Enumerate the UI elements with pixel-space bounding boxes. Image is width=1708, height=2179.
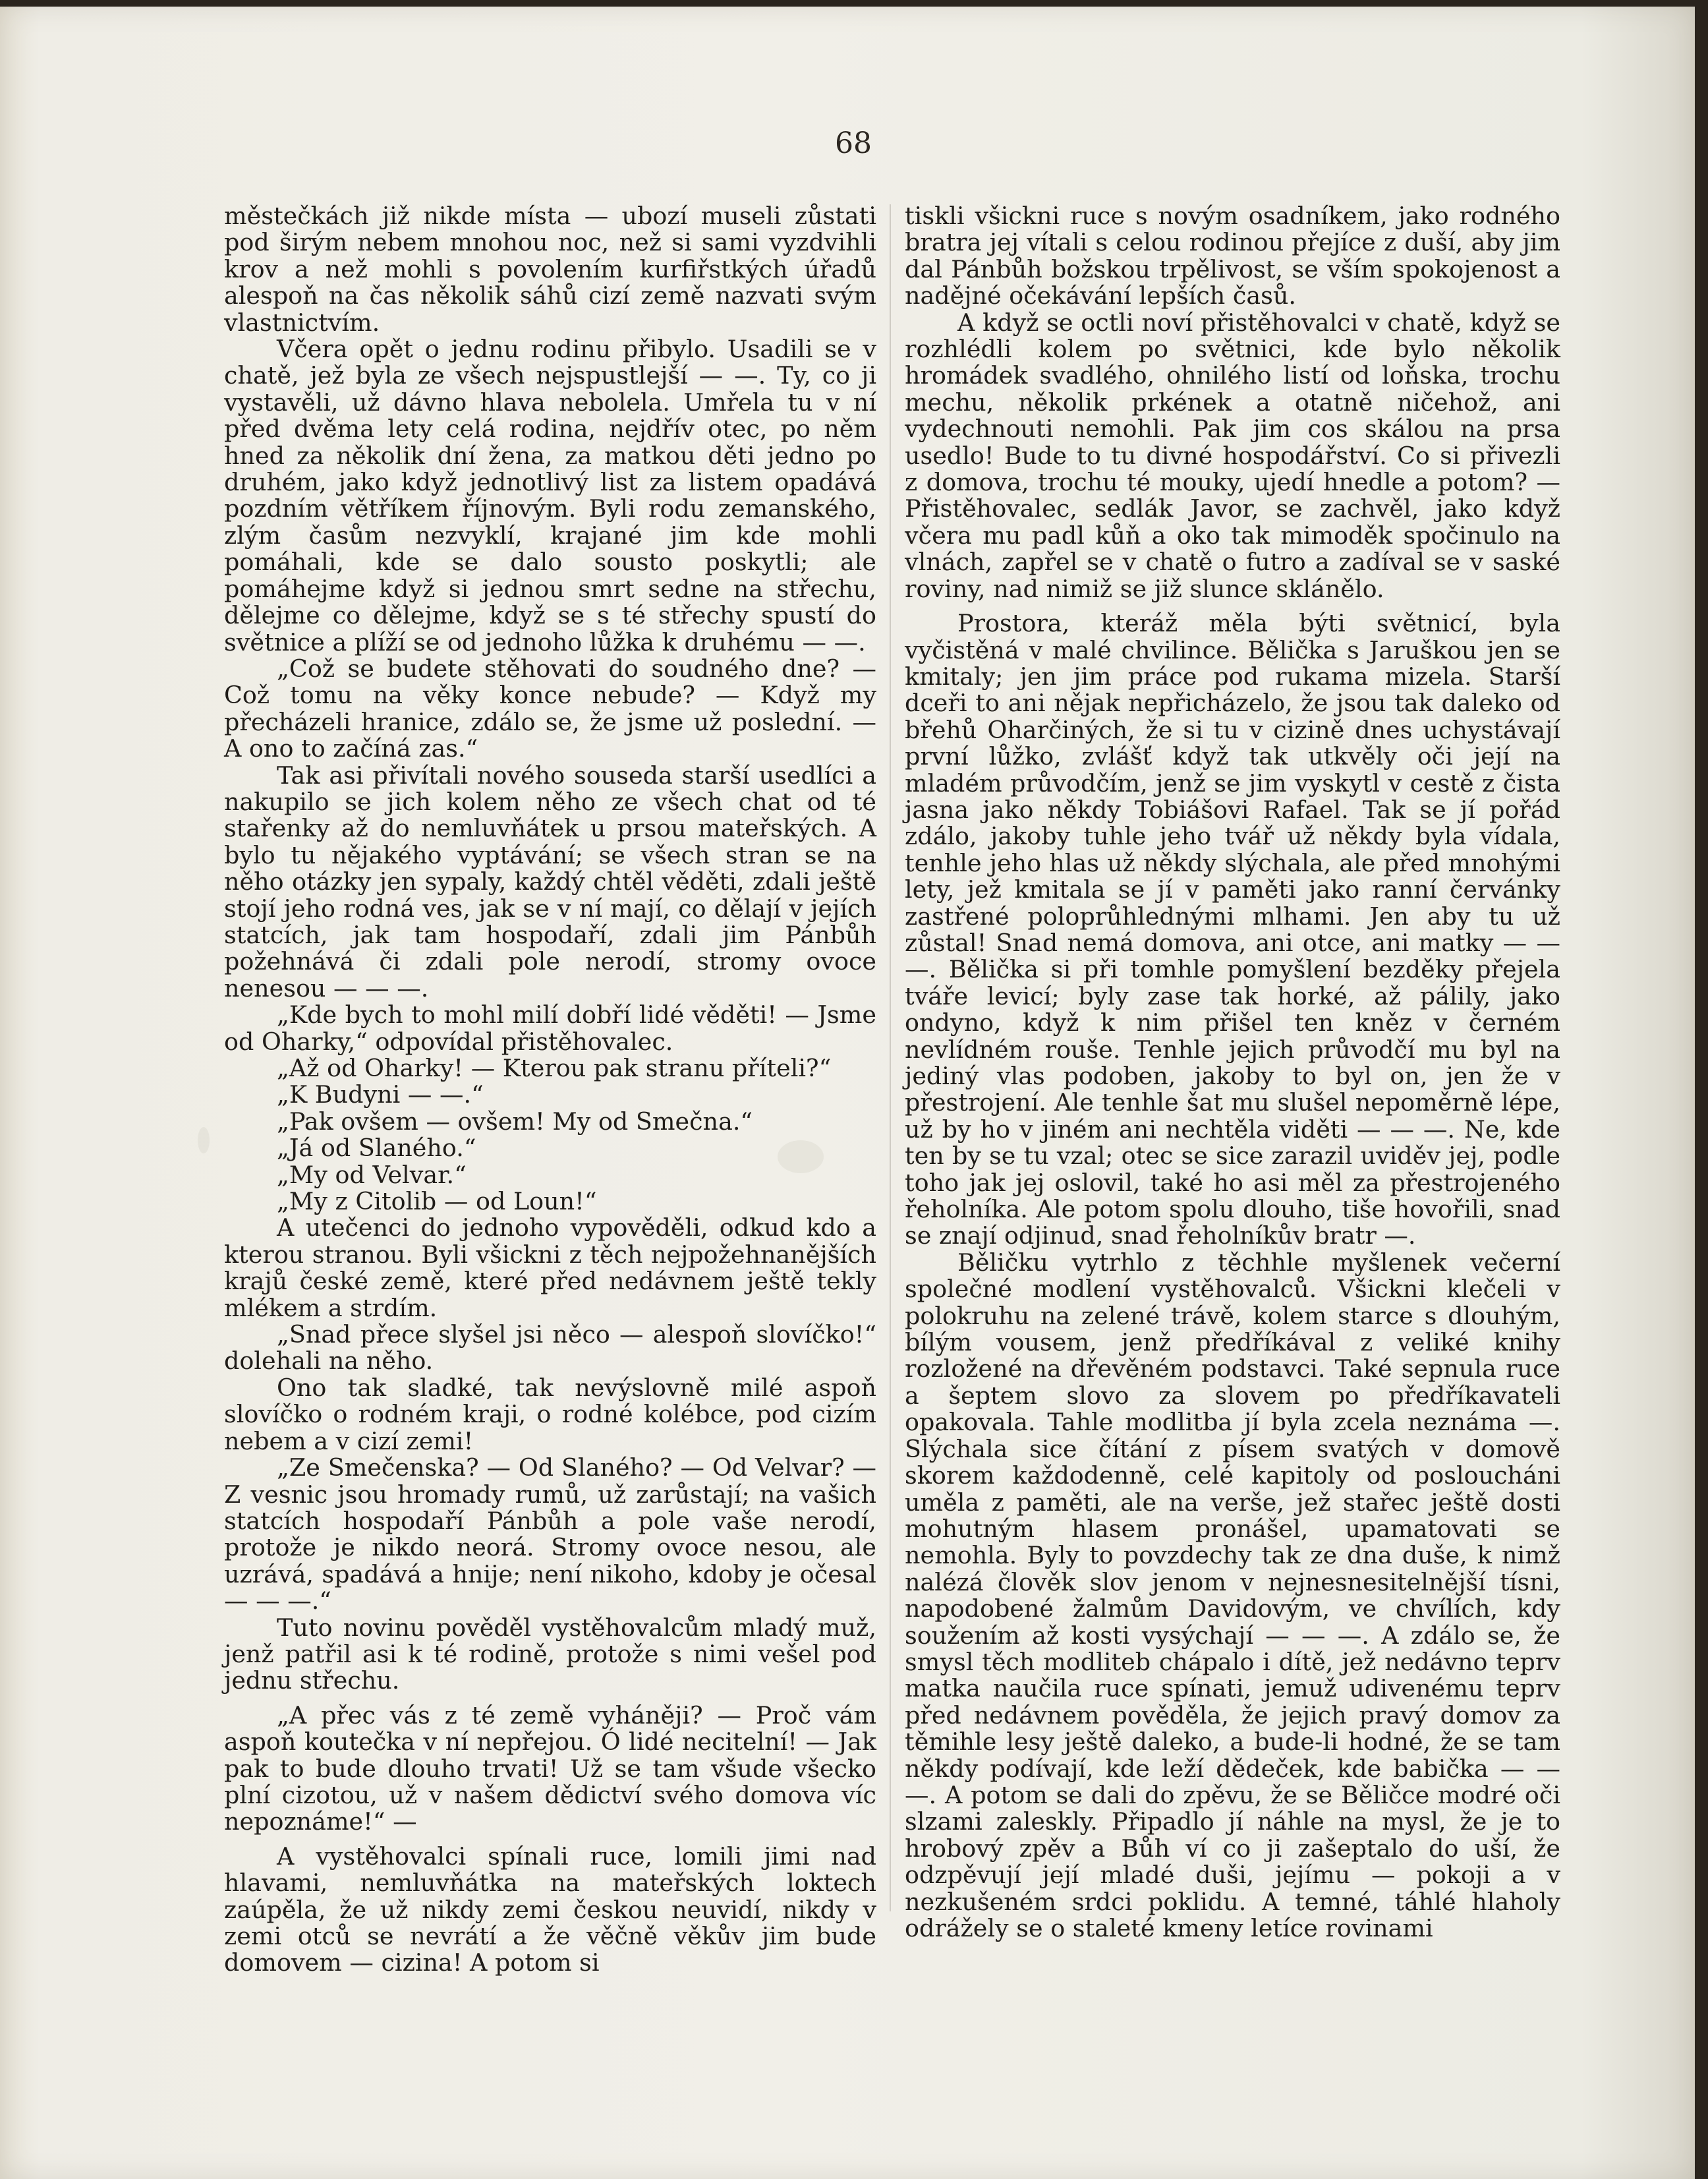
paragraph: tiskli všickni ruce s novým osadníkem, jako rodného bratra jej vítali s celou rodinou přejíce z duší, aby jim dal Pánbůh božskou trpělivost, se vším spokojenost a nadějné očekávání lepších časů. bbox=[905, 202, 1560, 310]
paragraph: Běličku vytrhlo z těchhle myšlenek večerní společné modlení vystěhovalců. Všickni klečeli v polokruhu na zelené trávě, kolem starce s dlouhým, bílým vousem, jenž předříkával z veliké knihy rozložené na dřevěném podstavci. Také sepnula ruce a šeptem slovo za slovem po předříkavateli opakovala. Tahle modlitba jí byla zcela neznáma —. Slýchala sice čítání z písem svatých v domově skorem každodenně, celé kapitoly od posloucháni uměla z paměti, ale na verše, jež stařec ještě dosti mohutným hlasem pronášel, upamatovati se nemohla. Byly to povzdechy tak ze dna duše, k nimž nalézá člověk slov jenom v nejnesnesitelnější tísni, napodobené žalmům Davidovým, ve chvílích, kdy soužením až kosti vysýchají — — —. A zdálo se, že smysl těch modliteb chápalo i dítě, jež nedávno teprv matka naučila ruce spínati, jemuž udivenému teprv před nedávnem pověděla, že jejich pravý domov za těmihle lesy ještě daleko, a bude-li hodné, že se tam někdy podívají, kde leží dědeček, kde babička — — —. A potom se dali do zpěvu, že se Běličce modré oči slzami zaleskly. Připadlo jí náhle na mysl, že je to hrobový zpěv a Bůh ví co ji zašeptalo do uší, že odzpěvují její mladé duši, jejímu — pokoji a v nezkušeném srdci poklidu. A temné, táhlé hlaholy odrážely se o staleté kmeny letíce rovinami bbox=[905, 1248, 1560, 1942]
paragraph: „Snad přece slyšel jsi něco — alespoň slovíčko!“ dolehali na něho. bbox=[224, 1320, 876, 1376]
paragraph: A utečenci do jednoho vypověděli, odkud kdo a kterou stranou. Byli všickni z těch nejpožehnanějších krajů české země, které před nedávnem ještě tekly mlékem a strdím. bbox=[224, 1213, 876, 1322]
book-page bbox=[0, 7, 1695, 2179]
paragraph: „Kde bych to mohl milí dobří lidé věděti! — Jsme od Oharky,“ odpovídal přistěhovalec. bbox=[224, 1001, 876, 1056]
paper-stain bbox=[198, 1127, 210, 1153]
paragraph: A když se octli noví přistěhovalci v chatě, když se rozhlédli kolem po světnici, kde bylo několik hromádek svadlého, ohnilého listí od loňska, trochu mechu, několik prkének a otatně ničehož, ani vydechnouti nemohli. Pak jim cos skálou na prsa usedlo! Bude to tu divné hospodářství. Co si přivezli z domova, trochu té mouky, ujedí hnedle a potom? — Přistěhovalec, sedlák Javor, se zachvěl, jako když včera mu padl kůň a oko tak mimoděk spočinulo na vlnách, zapřel se v chatě o futro a zadíval se v saské roviny, nad nimiž se již slunce sklánělo. bbox=[905, 308, 1560, 603]
paragraph: „Až od Oharky! — Kterou pak stranu příteli?“ bbox=[277, 1054, 832, 1082]
paragraph: městečkách již nikde místa — ubozí museli zůstati pod širým nebem mnohou noc, než si sami vyzdvihli krov a než mohli s povolením kurfiřstkých úřadů alespoň na čas několik sáhů cizí země nazvati svým vlastnictvím. bbox=[224, 202, 876, 337]
paragraph: Prostora, kteráž měla býti světnicí, byla vyčistěná v malé chvilince. Bělička s Jaruškou jen se kmitaly; jen jim práce pod rukama mizela. Starší dceři to ani nějak nepřicházelo, že jsou tak daleko od břehů Oharčiných, že si tu v cizině dnes uchystávají první lůžko, zvlášť když tak utkvěly oči její na mladém průvodčím, jenž se jim vyskytl v cestě z čista jasna jako někdy Tobiášovi Rafael. Tak se jí pořád zdálo, jakoby tuhle jeho tvář už někdy byla vídala, tenhle jeho hlas už někdy slýchala, ale před mnohými lety, jež kmitala se jí v paměti jako ranní červánky zastřené poloprůhlednými mlhami. Jen aby tu už zůstal! Snad nemá domova, ani otce, ani matky — — —. Bělička si při tomhle pomyšlení bezděky přejela tváře levicí; byly zase tak horké, až pálily, jako ondyno, když k nim přišel ten kněz v černém nevlídném rouše. Tenhle jejich průvodčí mu byl na jediný vlas podoben, jakoby to byl on, jen že v přestrojení. Ale tenhle šat mu slušel nepoměrně lépe, už by ho v jiném ani nechtěla viděti — — —. Ne, kde ten by se tu vzal; otec se sice zarazil uviděv jej, podle toho jak jej oslovil, také ho asi měl za přestrojeného řeholníka. Ale potom spolu dlouho, tiše hovořili, snad se znají odjinud, snad řeholníkův bratr —. bbox=[905, 609, 1560, 1250]
paragraph: „A přec vás z té země vyháněji? — Proč vám aspoň koutečka v ní nepřejou. Ó lidé necitelní! — Jak pak to bude dlouho trvati! Už se tam všude všecko plní cizotou, už v našem dědictví svého domova víc nepoznáme!“ — bbox=[224, 1700, 876, 1836]
paragraph: „Ze Smečenska? — Od Slaného? — Od Velvar? — Z vesnic jsou hromady rumů, už zarůstají; na vašich statcích hospodaří Pánbůh a pole vaše nerodí, protože je nikdo neorá. Stromy ovoce nesou, ale uzrává, spadává a hnije; není nikoho, kdoby je očesal — — —.“ bbox=[224, 1453, 876, 1615]
paragraph: „Já od Slaného.“ bbox=[277, 1134, 476, 1163]
paragraph: „My od Velvar.“ bbox=[277, 1160, 467, 1189]
page-number: 68 bbox=[835, 127, 872, 160]
paragraph: „K Budyni — —.“ bbox=[277, 1080, 484, 1109]
column-divider bbox=[890, 204, 891, 1911]
paragraph: „Což se budete stěhovati do soudného dne? — Což tomu na věky konce nebude? — Když my přecházeli hranice, zdálo se, že jsme už poslední. — A ono to začíná zas.“ bbox=[224, 654, 876, 763]
paragraph: „Pak ovšem — ovšem! My od Smečna.“ bbox=[277, 1107, 753, 1136]
paragraph: A vystěhovalci spínali ruce, lomili jimi nad hlavami, nemluvňátka na mateřských loktech zaúpěla, že už nikdy zemi českou neuvidí, nikdy v zemi otců se nevrátí a že věčně věkův jim bude domovem — cizina! A potom si bbox=[224, 1842, 876, 1977]
paragraph: Tak asi přivítali nového souseda starší usedlíci a nakupilo se jich kolem něho ze všech chat od té stařenky až do nemluvňátek u prsou mateřských. A bylo tu nějakého vyptávání; se všech stran se na něho otázky jen sypaly, každý chtěl věděti, zdali ještě stojí jeho rodná ves, jak se v ní mají, co dělají v jejích statcích, jak tam hospodaří, zdali jim Pánbůh požehnává či zdali pole nerodí, stromy ovoce nenesou — — —. bbox=[224, 761, 876, 1002]
paragraph: Tuto novinu pověděl vystěhovalcům mladý muž, jenž patřil asi k té rodině, protože s nimi vešel pod jednu střechu. bbox=[224, 1613, 876, 1695]
paragraph: Ono tak sladké, tak nevýslovně milé aspoň slovíčko o rodném kraji, o rodné kolébce, pod cizím nebem a v cizí zemi! bbox=[224, 1373, 876, 1455]
right-column bbox=[905, 203, 1560, 1942]
paragraph: Včera opět o jednu rodinu přibylo. Usadili se v chatě, jež byla ze všech nejspustlejší — —. Ty, co ji vystavěli, už dávno hlava nebolela. Umřela tu v ní před dvěma lety celá rodina, nejdřív otec, po něm hned za několik dní žena, za matkou děti jedno po druhém, jako když jednotlivý list za listem opadává pozdním větříkem říjnovým. Byli rodu zemanského, zlým časům nezvyklí, krajané jim kde mohli pomáhali, kde se dalo sousto poskytli; ale pomáhejme když si jednou smrt sedne na střechu, dělejme co dělejme, když se s té střechy spustí do světnice a plíží se od jednoho lůžka k druhému — —. bbox=[224, 335, 876, 656]
paragraph: „My z Citolib — od Loun!“ bbox=[277, 1187, 597, 1216]
left-column bbox=[224, 203, 876, 1977]
